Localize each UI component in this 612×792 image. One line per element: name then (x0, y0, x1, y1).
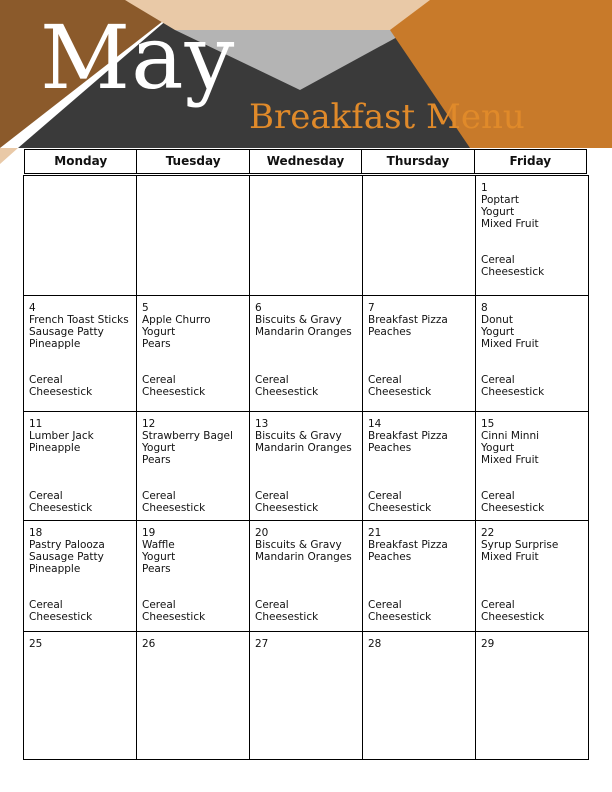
menu-item: Strawberry Bagel (142, 430, 233, 442)
weekday-header-tuesday: Tuesday (137, 150, 249, 173)
calendar-week-row (24, 176, 589, 296)
side-item: Cheesestick (368, 386, 432, 398)
day-cell (137, 632, 250, 760)
day-number: 4 (29, 302, 36, 314)
side-item: Cereal (481, 374, 515, 386)
day-cell (476, 176, 589, 296)
day-number: 14 (368, 418, 382, 430)
day-cell (24, 176, 137, 296)
menu-item: Waffle (142, 539, 175, 551)
day-cell (363, 632, 476, 760)
side-item: Cheesestick (481, 502, 545, 514)
side-item: Cheesestick (29, 386, 93, 398)
side-item: Cheesestick (255, 611, 319, 623)
menu-item: Pastry Palooza (29, 539, 105, 551)
menu-item: French Toast Sticks (29, 314, 129, 326)
day-cell (250, 632, 363, 760)
menu-item: Breakfast Pizza (368, 314, 448, 326)
calendar-grid (23, 175, 589, 760)
side-item: Cheesestick (142, 502, 206, 514)
day-number: 27 (255, 638, 269, 650)
day-cell (137, 296, 250, 412)
day-cell (24, 632, 137, 760)
menu-item: Yogurt (481, 442, 515, 454)
menu-item: Peaches (368, 326, 412, 338)
day-number: 5 (142, 302, 149, 314)
side-item: Cereal (255, 490, 289, 502)
calendar-week-row (24, 412, 589, 521)
menu-item: Mixed Fruit (481, 218, 539, 230)
side-item: Cereal (29, 490, 63, 502)
day-number: 12 (142, 418, 156, 430)
menu-item: Biscuits & Gravy (255, 314, 342, 326)
side-item: Cereal (481, 490, 515, 502)
menu-item: Mandarin Oranges (255, 326, 352, 338)
day-cell (137, 176, 250, 296)
day-cell (137, 412, 250, 521)
day-number: 19 (142, 527, 156, 539)
day-cell (363, 412, 476, 521)
menu-item: Pineapple (29, 338, 81, 350)
side-item: Cereal (368, 374, 402, 386)
day-cell (24, 521, 137, 632)
month-title: May (40, 6, 236, 109)
menu-item: Sausage Patty (29, 326, 104, 338)
side-item: Cheesestick (29, 611, 93, 623)
day-cell (24, 412, 137, 521)
menu-item: Apple Churro (142, 314, 211, 326)
day-cell (476, 632, 589, 760)
day-cell (137, 521, 250, 632)
day-number: 11 (29, 418, 43, 430)
menu-item: Mixed Fruit (481, 338, 539, 350)
side-item: Cereal (255, 599, 289, 611)
day-cell (250, 296, 363, 412)
day-number: 28 (368, 638, 382, 650)
menu-item: Mandarin Oranges (255, 442, 352, 454)
menu-item: Pears (142, 454, 171, 466)
day-number: 7 (368, 302, 375, 314)
side-item: Cereal (255, 374, 289, 386)
side-item: Cheesestick (29, 502, 93, 514)
menu-item: Yogurt (142, 326, 176, 338)
menu-item: Breakfast Pizza (368, 539, 448, 551)
weekday-header-friday: Friday (509, 154, 552, 168)
banner-peach-corner (0, 148, 18, 164)
day-number: 20 (255, 527, 269, 539)
menu-item: Yogurt (142, 442, 176, 454)
day-number: 6 (255, 302, 262, 314)
menu-item: Pineapple (29, 563, 81, 575)
menu-item: Mixed Fruit (481, 454, 539, 466)
menu-item: Breakfast Pizza (368, 430, 448, 442)
day-number: 21 (368, 527, 382, 539)
menu-item: Mixed Fruit (481, 551, 539, 563)
menu-item: Poptart (481, 194, 520, 206)
side-item: Cereal (368, 490, 402, 502)
day-cell (363, 176, 476, 296)
menu-item: Pineapple (29, 442, 81, 454)
side-item: Cheesestick (255, 386, 319, 398)
day-number: 1 (481, 182, 488, 194)
side-item: Cereal (142, 490, 176, 502)
calendar-week-row (24, 296, 589, 412)
side-item: Cereal (142, 374, 176, 386)
side-item: Cheesestick (481, 611, 545, 623)
day-number: 22 (481, 527, 495, 539)
day-cell (363, 296, 476, 412)
day-cell (363, 521, 476, 632)
day-cell (476, 296, 589, 412)
day-cell (476, 521, 589, 632)
side-item: Cereal (142, 599, 176, 611)
menu-item: Cinni Minni (481, 430, 540, 442)
menu-item: Sausage Patty (29, 551, 104, 563)
menu-item: Yogurt (481, 206, 515, 218)
day-cell (24, 296, 137, 412)
side-item: Cereal (368, 599, 402, 611)
menu-item: Pears (142, 563, 171, 575)
menu-item: Biscuits & Gravy (255, 539, 342, 551)
menu-item: Yogurt (481, 326, 515, 338)
side-item: Cheesestick (481, 266, 545, 278)
day-cell (250, 412, 363, 521)
header-banner (0, 0, 612, 170)
day-number: 15 (481, 418, 495, 430)
weekday-header-monday: Monday (25, 150, 137, 173)
day-number: 26 (142, 638, 156, 650)
weekday-header-row (24, 149, 587, 174)
menu-item: Syrup Surprise (481, 539, 559, 551)
menu-item: Peaches (368, 551, 412, 563)
menu-subtitle: Breakfast Menu (249, 97, 525, 137)
side-item: Cheesestick (255, 502, 319, 514)
day-cell (250, 521, 363, 632)
menu-item: Donut (481, 314, 513, 326)
side-item: Cheesestick (368, 502, 432, 514)
weekday-header-thursday: Thursday (362, 150, 474, 173)
side-item: Cereal (481, 254, 515, 266)
day-cell (250, 176, 363, 296)
day-number: 25 (29, 638, 43, 650)
menu-item: Peaches (368, 442, 412, 454)
side-item: Cheesestick (481, 386, 545, 398)
menu-item: Mandarin Oranges (255, 551, 352, 563)
calendar-week-row (24, 521, 589, 632)
day-number: 29 (481, 638, 495, 650)
day-number: 18 (29, 527, 43, 539)
side-item: Cereal (481, 599, 515, 611)
menu-item: Lumber Jack (29, 430, 94, 442)
side-item: Cheesestick (368, 611, 432, 623)
menu-item: Yogurt (142, 551, 176, 563)
day-cell (476, 412, 589, 521)
day-number: 8 (481, 302, 488, 314)
day-number: 13 (255, 418, 269, 430)
weekday-header-wednesday: Wednesday (250, 150, 362, 173)
side-item: Cheesestick (142, 611, 206, 623)
side-item: Cereal (29, 374, 63, 386)
side-item: Cheesestick (142, 386, 206, 398)
calendar-week-row (24, 632, 589, 760)
menu-item: Biscuits & Gravy (255, 430, 342, 442)
menu-item: Pears (142, 338, 171, 350)
side-item: Cereal (29, 599, 63, 611)
